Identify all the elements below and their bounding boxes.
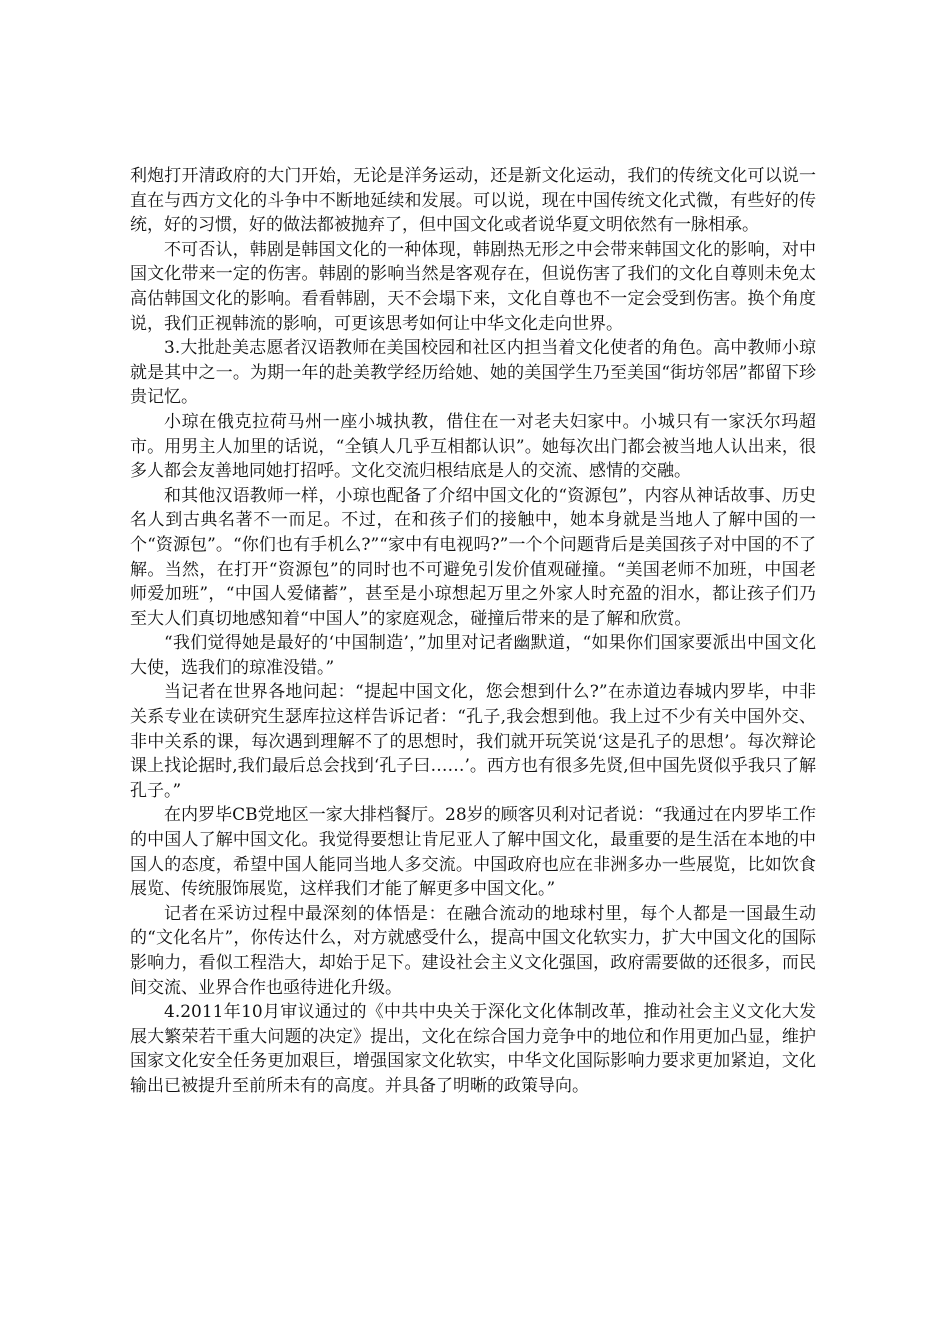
paragraph-5: 和其他汉语教师一样，小琼也配备了介绍中国文化的“资源包”，内容从神话故事、历史名人到古典名著不一而足。不过，在和孩子们的接触中，她本身就是当地人了解中国的一个“资源包”。“你们也有手机么?”“家中有电视吗?”一个个问题背后是美国孩子对中国的不了解。当然，在打开“资源包”的同时也不可避免引发价值观碰撞。“美国老师不加班，中国老师爱加班”，“中国人爱储蓄”，甚至是小琼想起万里之外家人时充盈的泪水，都让孩子们乃至大人们真切地感知着“中国人”的家庭观念，碰撞后带来的是了解和欣赏。 (130, 485, 816, 629)
paragraph-8: 在内罗毕CB党地区一家大排档餐厅。28岁的顾客贝利对记者说：“我通过在内罗毕工作的中国人了解中国文化。我觉得要想让肯尼亚人了解中国文化，最重要的是生活在本地的中国人的态度，希望中国人能同当地人多交流。中国政府也应在非洲多办一些展览，比如饮食展览、传统服饰展览，这样我们才能了解更多中国文化。” (130, 805, 816, 900)
paragraph-3: 3.大批赴美志愿者汉语教师在美国校园和社区内担当着文化使者的角色。高中教师小琼就是其中之一。为期一年的赴美教学经历给她、她的美国学生乃至美国“街坊邻居”都留下珍贵记忆。 (130, 338, 816, 408)
paragraph-2: 不可否认，韩剧是韩国文化的一种体现，韩剧热无形之中会带来韩国文化的影响，对中国文化带来一定的伤害。韩剧的影响当然是客观存在，但说伤害了我们的文化自尊则未免太高估韩国文化的影响。看看韩剧，天不会塌下来，文化自尊也不一定会受到伤害。换个角度说，我们正视韩流的影响，可更该思考如何让中华文化走向世界。 (130, 239, 816, 334)
paragraph-6: “我们觉得她是最好的‘中国制造’，”加里对记者幽默道，“如果你们国家要派出中国文化大使，选我们的琼准没错。” (130, 633, 816, 678)
paragraph-10: 4.2011年10月审议通过的《中共中央关于深化文化体制改革，推动社会主义文化大发展大繁荣若干重大问题的决定》提出，文化在综合国力竞争中的地位和作用更加凸显，维护国家文化安全任务更加艰巨，增强国家文化软实，中华文化国际影响力要求更加紧迫，文化输出已被提升至前所未有的高度。并具备了明晰的政策导向。 (130, 1002, 816, 1096)
paragraph-9: 记者在采访过程中最深刻的体悟是：在融合流动的地球村里，每个人都是一国最生动的“文化名片”，你传达什么，对方就感受什么，提高中国文化软实力，扩大中国文化的国际影响力，看似工程浩大，却始于足下。建设社会主义文化强国，政府需要做的还很多，而民间交流、业界合作也亟待进化升级。 (130, 903, 816, 998)
paragraph-1: 利炮打开清政府的大门开始，无论是洋务运动，还是新文化运动，我们的传统文化可以说一直在与西方文化的斗争中不断地延续和发展。可以说，现在中国传统文化式微，有些好的传统，好的习惯，好的做法都被抛弃了，但中国文化或者说华夏文明依然有一脉相承。 (130, 166, 816, 236)
document-body (130, 164, 816, 1099)
paragraph-4: 小琼在俄克拉荷马州一座小城执教，借住在一对老夫妇家中。小城只有一家沃尔玛超市。用男主人加里的话说，“全镇人几乎互相都认识”。她每次出门都会被当地人认出来，很多人都会友善地同她打招呼。文化交流归根结底是人的交流、感情的交融。 (130, 411, 816, 482)
paragraph-7: 当记者在世界各地问起：“提起中国文化，您会想到什么?”在赤道边春城内罗毕，中非关系专业在读研究生瑟库拉这样告诉记者：“孔子,我会想到他。我上过不少有关中国外交、非中关系的课，每次遇到理解不了的思想时，我们就开玩笑说‘这是孔子的思想’。每次辩论课上找论据时,我们最后总会找到‘孔子曰……’。西方也有很多先贤,但中国先贤似乎我只了解孔子。” (130, 682, 816, 801)
